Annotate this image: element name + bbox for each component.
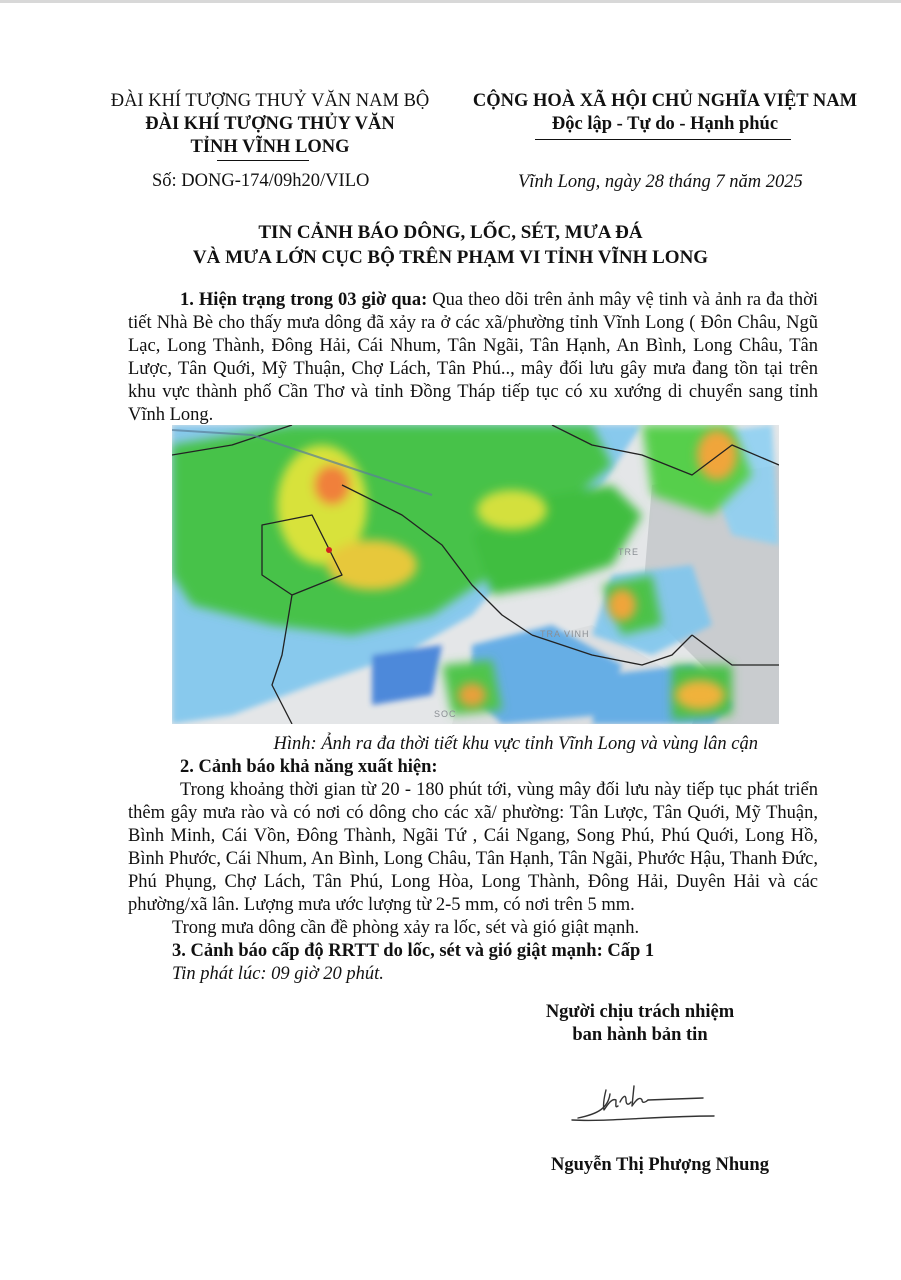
radar-map — [172, 425, 779, 724]
section-current-status — [128, 289, 818, 427]
location-marker — [326, 547, 332, 553]
signer-name: Nguyễn Thị Phượng Nhung — [551, 1155, 769, 1175]
national-motto: Độc lập - Tự do - Hạnh phúc — [551, 114, 779, 134]
signature-title-line2: ban hành bản tin — [572, 1025, 708, 1045]
section2-note: Trong mưa dông cần đề phòng xảy ra lốc, sét và gió giật mạnh. — [172, 918, 640, 938]
national-header — [455, 90, 875, 136]
page-top-edge — [0, 0, 901, 3]
handwritten-signature — [568, 1076, 718, 1128]
document-number: Số: DONG-174/09h20/VILO — [152, 171, 370, 191]
bulletin-title — [80, 220, 821, 270]
national-name: CỘNG HOÀ XÃ HỘI CHỦ NGHĨA VIỆT NAM — [472, 91, 858, 111]
bulletin-title-line1: TIN CẢNH BÁO DÔNG, LỐC, SÉT, MƯA ĐÁ — [258, 222, 643, 243]
radar-caption: Hình: Ảnh ra đa thời tiết khu vực tỉnh Vĩnh Long và vùng lân cận — [273, 734, 758, 754]
section2-body: Trong khoảng thời gian từ 20 - 180 phút tới, vùng mây đối lưu này tiếp tục phát triển thêm gây mưa rào và có nơi có dông cho các xã/ phường: Tân Lược, Tân Quới, Mỹ Thuận, Bình Minh, Cái Vồn, Đông Thành, Ngãi Tứ , Cái Ngang, Song Phú, Phú Quới, Long Hồ, Bình Phước, Cái Nhum, An Bình, Long Châu, Tân Hạnh, Tân Ngãi, Phước Hậu, Thanh Đức, Phú Phụng, Chợ Lách, Tân Phú, Long Hòa, Long Thành, Đông Hải, Duyên Hải và các phường/xã lân. Lượng mưa ước lượng từ 2-5 mm, có nơi trên 5 mm. — [128, 780, 818, 915]
motto-underline — [535, 139, 791, 140]
map-label-tra-vinh: TRA VINH — [540, 629, 590, 639]
agency-province: TỈNH VĨNH LONG — [190, 137, 350, 157]
agency-header — [80, 90, 460, 159]
agency-parent: ĐÀI KHÍ TƯỢNG THUỶ VĂN NAM BỘ — [110, 91, 430, 111]
agency-underline — [217, 160, 309, 161]
agency-name: ĐÀI KHÍ TƯỢNG THỦY VĂN — [145, 114, 395, 134]
bulletin-title-line2: VÀ MƯA LỚN CỤC BỘ TRÊN PHẠM VI TỈNH VĨNH LONG — [192, 247, 709, 268]
section1-heading: 1. Hiện trạng trong 03 giờ qua: — [180, 290, 428, 310]
document-date: Vĩnh Long, ngày 28 tháng 7 năm 2025 — [518, 172, 803, 192]
signature-title-line1: Người chịu trách nhiệm — [545, 1002, 735, 1022]
issued-time: Tin phát lúc: 09 giờ 20 phút. — [172, 964, 384, 984]
section1-body: Qua theo dõi trên ảnh mây vệ tinh và ảnh ra đa thời tiết Nhà Bè cho thấy mưa dông đã xảy ra ở các xã/phường tỉnh Vĩnh Long ( Đôn Châu, Ngũ Lạc, Long Thành, Đông Hải, Cái Nhum, Tân Ngãi, Tân Hạnh, An Bình, Long Châu, Tân Lược, Tân Quới, Mỹ Thuận, Chợ Lách, Tân Phú.., mây đối lưu gây mưa đang tồn tại trên khu vực thành phố Cần Thơ và tỉnh Đồng Tháp tiếp tục có xu xướng di chuyển sang tỉnh Vĩnh Long. — [128, 290, 818, 425]
radar-map-graphic — [172, 425, 779, 724]
map-label-tre: TRE — [618, 547, 639, 557]
section3-heading: 3. Cảnh báo cấp độ RRTT do lốc, sét và gió giật mạnh: Cấp 1 — [172, 941, 655, 961]
map-label-soc: SOC — [434, 709, 457, 719]
signature-title — [520, 1001, 760, 1047]
section2-heading: 2. Cảnh báo khả năng xuất hiện: — [180, 757, 438, 777]
